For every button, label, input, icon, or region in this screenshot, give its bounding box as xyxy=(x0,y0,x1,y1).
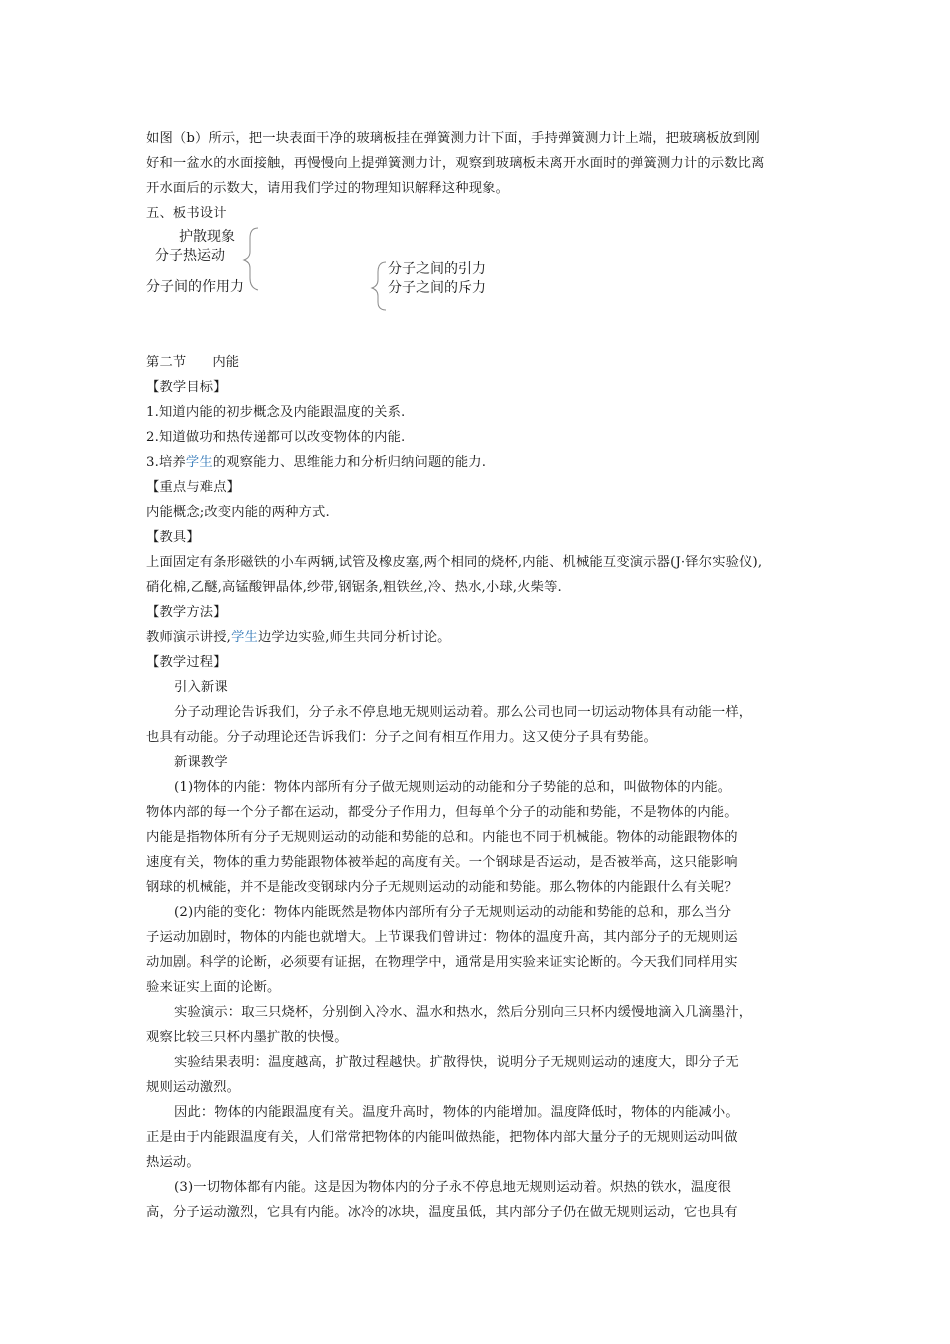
diagram-interaction: 分子间的作用力 xyxy=(146,279,244,295)
goal-3-post: 的观察能力、思维能力和分析归纳问题的能力. xyxy=(212,455,487,470)
diagram-repulsion: 分子之间的斥力 xyxy=(388,280,486,296)
method-text xyxy=(146,629,451,647)
experiment-line-1: 实验演示：取三只烧杯，分别倒入冷水、温水和热水，然后分别向三只杯内缓慢地滴入几滴墨汁， xyxy=(174,1005,753,1020)
intro-question-line-3: 开水面后的示数大，请用我们学过的物理知识解释这种现象。 xyxy=(146,181,510,196)
students-link[interactable]: 学生 xyxy=(185,455,213,470)
internal-energy-line-2: 物体内部的每一个分子都在运动，都受分子作用力，但每单个分子的动能和势能，不是物体的内能。 xyxy=(146,805,738,820)
intro-question-line-2: 好和一盆水的水面接触，再慢慢向上提弹簧测力计，观察到玻璃板未离开水面时的弹簧测力计的示数比离 xyxy=(146,156,765,171)
goal-1: 1.知道内能的初步概念及内能跟温度的关系. xyxy=(146,405,406,420)
result-line-1: 实验结果表明：温度越高，扩散过程越快。扩散得快，说明分子无规则运动的速度大，即分子无 xyxy=(174,1055,739,1070)
conclusion-line-2: 正是由于内能跟温度有关，人们常常把物体的内能叫做热能，把物体内部大量分子的无规则运动叫做 xyxy=(146,1130,738,1145)
goals-heading: 【教学目标】 xyxy=(146,380,227,395)
tools-line-2: 硝化棉,乙醚,高锰酸钾晶体,纱带,钢锯条,粗铁丝,冷、热水,小球,火柴等. xyxy=(146,580,562,595)
goal-3 xyxy=(146,454,486,472)
all-objects-line-2: 高，分子运动激烈，它具有内能。冰冷的冰块，温度虽低，其内部分子仍在做无规则运动，它也具有 xyxy=(146,1205,738,1220)
right-brace xyxy=(372,262,386,310)
intro-paragraph-line-1: 分子动理论告诉我们，分子永不停息地无规则运动着。那么公司也同一切运动物体具有动能一样， xyxy=(174,705,753,720)
tools-line-1: 上面固定有条形磁铁的小车两辆,试管及橡皮塞,两个相同的烧杯,内能、机械能互变演示器(J·铎尔实验仪), xyxy=(146,555,763,570)
board-design-heading: 五、板书设计 xyxy=(146,206,227,221)
board-design-diagram xyxy=(140,222,560,314)
all-objects-line-1: (3)一切物体都有内能。这是因为物体内的分子永不停息地无规则运动着。炽热的铁水，温度很 xyxy=(174,1180,732,1195)
new-lesson-heading: 新课教学 xyxy=(174,755,228,770)
diagram-thermal-motion: 分子热运动 xyxy=(155,248,225,264)
conclusion-line-3: 热运动。 xyxy=(146,1155,200,1170)
tools-heading: 【教具】 xyxy=(146,530,200,545)
intro-heading: 引入新课 xyxy=(174,680,228,695)
goal-2: 2.知道做功和热传递都可以改变物体的内能. xyxy=(146,430,406,445)
result-line-2: 规则运动激烈。 xyxy=(146,1080,241,1095)
diagram-attraction: 分子之间的引力 xyxy=(388,261,486,277)
goal-3-pre: 3.培养 xyxy=(146,455,186,470)
energy-change-line-3: 动加剧。科学的论断，必须要有证据，在物理学中，通常是用实验来证实论断的。今天我们同样用实 xyxy=(146,955,738,970)
section-title xyxy=(146,354,239,372)
intro-paragraph-line-2: 也具有动能。分子动理论还告诉我们：分子之间有相互作用力。这又使分子具有势能。 xyxy=(146,730,657,745)
internal-energy-line-3: 内能是指物体所有分子无规则运动的动能和势能的总和。内能也不同于机械能。物体的动能跟物体的 xyxy=(146,830,738,845)
left-brace xyxy=(244,228,258,290)
internal-energy-line-1: (1)物体的内能：物体内部所有分子做无规则运动的动能和分子势能的总和，叫做物体的内能。 xyxy=(174,780,732,795)
method-post: 边学边实验,师生共同分析讨论。 xyxy=(257,630,451,645)
internal-energy-line-4: 速度有关，物体的重力势能跟物体被举起的高度有关。一个钢球是否运动，是否被举高，这只能影响 xyxy=(146,855,738,870)
conclusion-line-1: 因此：物体的内能跟温度有关。温度升高时，物体的内能增加。温度降低时，物体的内能减小。 xyxy=(174,1105,739,1120)
intro-question-line-1: 如图（b）所示，把一块表面干净的玻璃板挂在弹簧测力计下面，手持弹簧测力计上端，把玻璃板放到刚 xyxy=(146,131,760,146)
energy-change-line-4: 验来证实上面的论断。 xyxy=(146,980,281,995)
process-heading: 【教学过程】 xyxy=(146,655,227,670)
key-points-text: 内能概念;改变内能的两种方式. xyxy=(146,505,330,520)
experiment-line-2: 观察比较三只杯内墨扩散的快慢。 xyxy=(146,1030,348,1045)
section-name: 内能 xyxy=(212,355,240,370)
method-heading: 【教学方法】 xyxy=(146,605,227,620)
energy-change-line-2: 子运动加剧时，物体的内能也就增大。上节课我们曾讲过：物体的温度升高，其内部分子的无规则运 xyxy=(146,930,738,945)
method-pre: 教师演示讲授, xyxy=(146,630,232,645)
energy-change-line-1: (2)内能的变化：物体内能既然是物体内部所有分子无规则运动的动能和势能的总和，那么当分 xyxy=(174,905,732,920)
students-link-2[interactable]: 学生 xyxy=(231,630,258,645)
key-points-heading: 【重点与难点】 xyxy=(146,480,241,495)
internal-energy-line-5: 钢球的机械能，并不是能改变钢球内分子无规则运动的动能和势能。那么物体的内能跟什么有关呢？ xyxy=(146,880,738,895)
section-number: 第二节 xyxy=(146,355,187,370)
diagram-diffusion: 护散现象 xyxy=(179,229,235,245)
